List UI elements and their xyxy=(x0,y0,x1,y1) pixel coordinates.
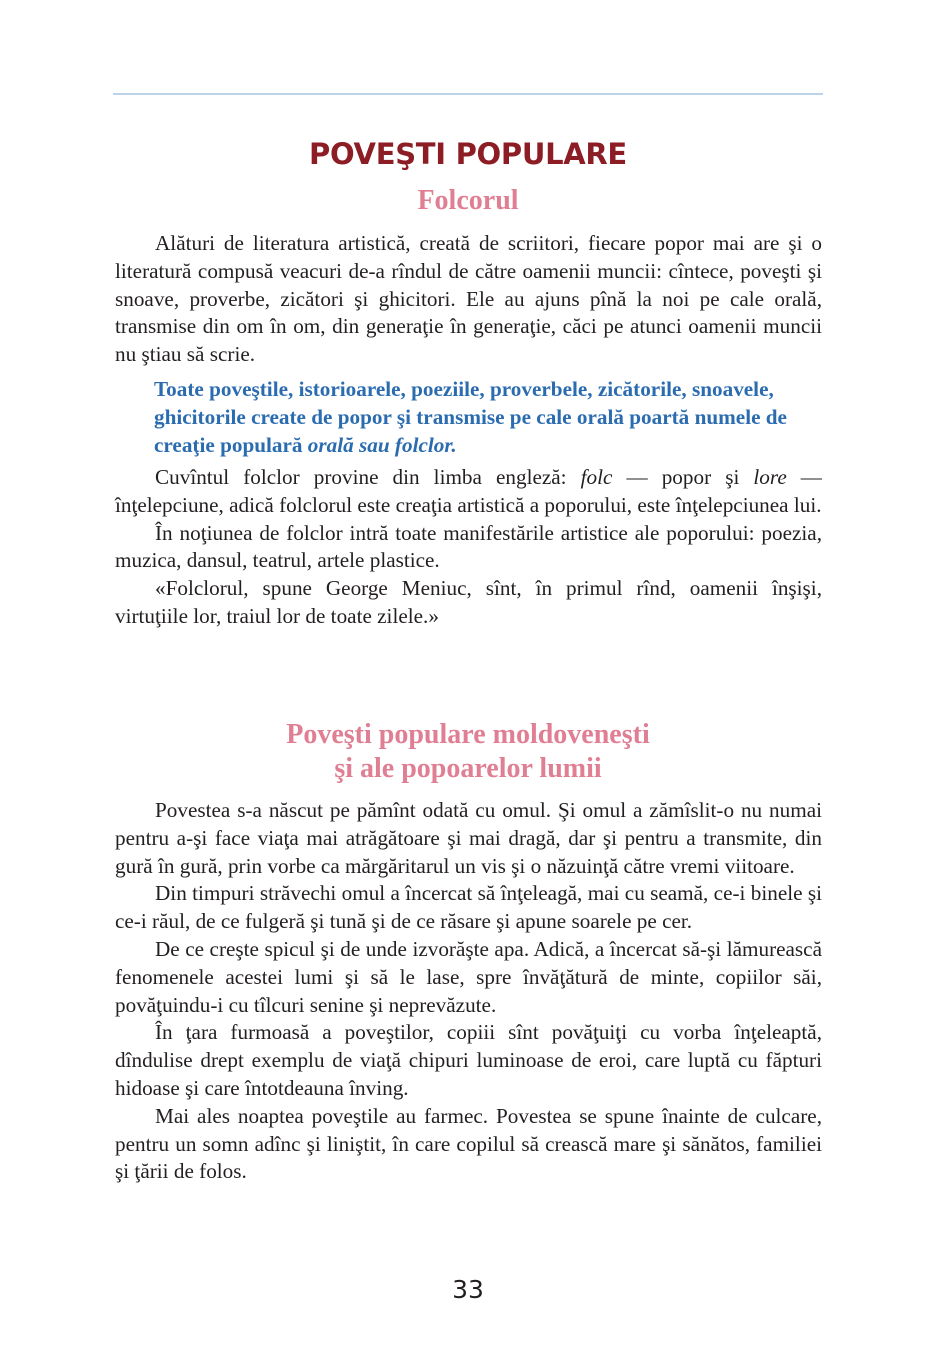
section-heading-line: Poveşti populare moldoveneşti xyxy=(286,719,650,750)
paragraph: Povestea s-a născut pe pămînt odată cu omul. Şi omul a zămîslit-o nu numai pentru a-şi face viaţa mai atrăgătoare şi mai dragă, dar şi pentru a transmite, din gură în gură, prin vorbe ca mărgăritarul un vis şi o năzuinţă către vremi viitoare. xyxy=(115,798,822,878)
text-run: Cuvîntul folclor provine din limba engleză: xyxy=(155,465,581,489)
section-heading-folcorul: Folcorul xyxy=(417,185,519,216)
text-run: — popor şi xyxy=(612,465,754,489)
definition-emphasis: orală sau folclor. xyxy=(307,432,457,457)
definition-text: Toate poveştile, istorioarele, poeziile, proverbele, zicătorile, snoavele, ghicitorile create de popor şi transmise pe cale orală poartă numele de creaţie populară xyxy=(154,377,787,457)
term-lore: lore xyxy=(753,465,787,489)
page-number: 33 xyxy=(452,1275,484,1304)
header-rule xyxy=(113,93,823,95)
section2-body xyxy=(115,797,822,1186)
page-title: POVEŞTI POPULARE xyxy=(309,137,627,171)
section1-body xyxy=(115,464,822,631)
paragraph: «Folclorul, spune George Meniuc, sînt, în primul rînd, oamenii înşişi, virtuţiile lor, traiul lor de toate zilele.» xyxy=(115,576,822,628)
paragraph: De ce creşte spicul şi de unde izvorăşte apa. Adică, a încercat să-şi lămurească fenomenele acestei lumi şi să le lase, spre învăţătură de minte, copiilor săi, povăţuindu-i cu tîlcuri senine şi neprevăzute. xyxy=(115,936,822,1017)
paragraph: În ţara furmoasă a poveştilor, copiii sînt povăţuiţi cu vorba înţeleaptă, dîndulise drept exemplu de viaţă chipuri luminoase de eroi, care luptă cu făpturi hidoase şi care întotdeauna înving. xyxy=(115,1020,822,1100)
section1-intro xyxy=(115,230,822,369)
paragraph: Mai ales noaptea poveştile au farmec. Povestea se spune înainte de culcare, pentru un somn adînc şi liniştit, în care copilul să crească mare şi sănătos, familiei şi ţării de folos. xyxy=(115,1103,822,1184)
section-heading-line: şi ale popoarelor lumii xyxy=(334,753,602,784)
text-run: — înţelepciune, adică folclorul este creaţia artistică a poporului, este înţelepciunea lui. xyxy=(115,465,822,517)
paragraph xyxy=(115,464,822,520)
definition-highlight xyxy=(154,376,814,459)
paragraph: În noţiunea de folclor intră toate manifestările artistice ale poporului: poezia, muzica, dansul, teatrul, artele plastice. xyxy=(115,520,822,573)
paragraph: Din timpuri străvechi omul a încercat să înţeleagă, mai cu seamă, ce-i binele şi ce-i răul, de ce fulgeră şi tună şi de ce răsare şi apune soarele pe cer. xyxy=(115,881,822,934)
section-heading-povesti xyxy=(113,718,823,786)
paragraph: Alături de literatura artistică, creată de scriitori, fiecare popor mai are şi o literatură compusă veacuri de-a rîndul de către oamenii muncii: cîntece, poveşti şi snoave, proverbe, zicători şi ghicitori. Ele au ajuns pînă la noi pe cale orală, transmise din om în om, din generaţie în generaţie, căci pe atunci oamenii muncii nu ştiau să scrie. xyxy=(115,231,822,367)
term-folc: folc xyxy=(580,465,613,489)
